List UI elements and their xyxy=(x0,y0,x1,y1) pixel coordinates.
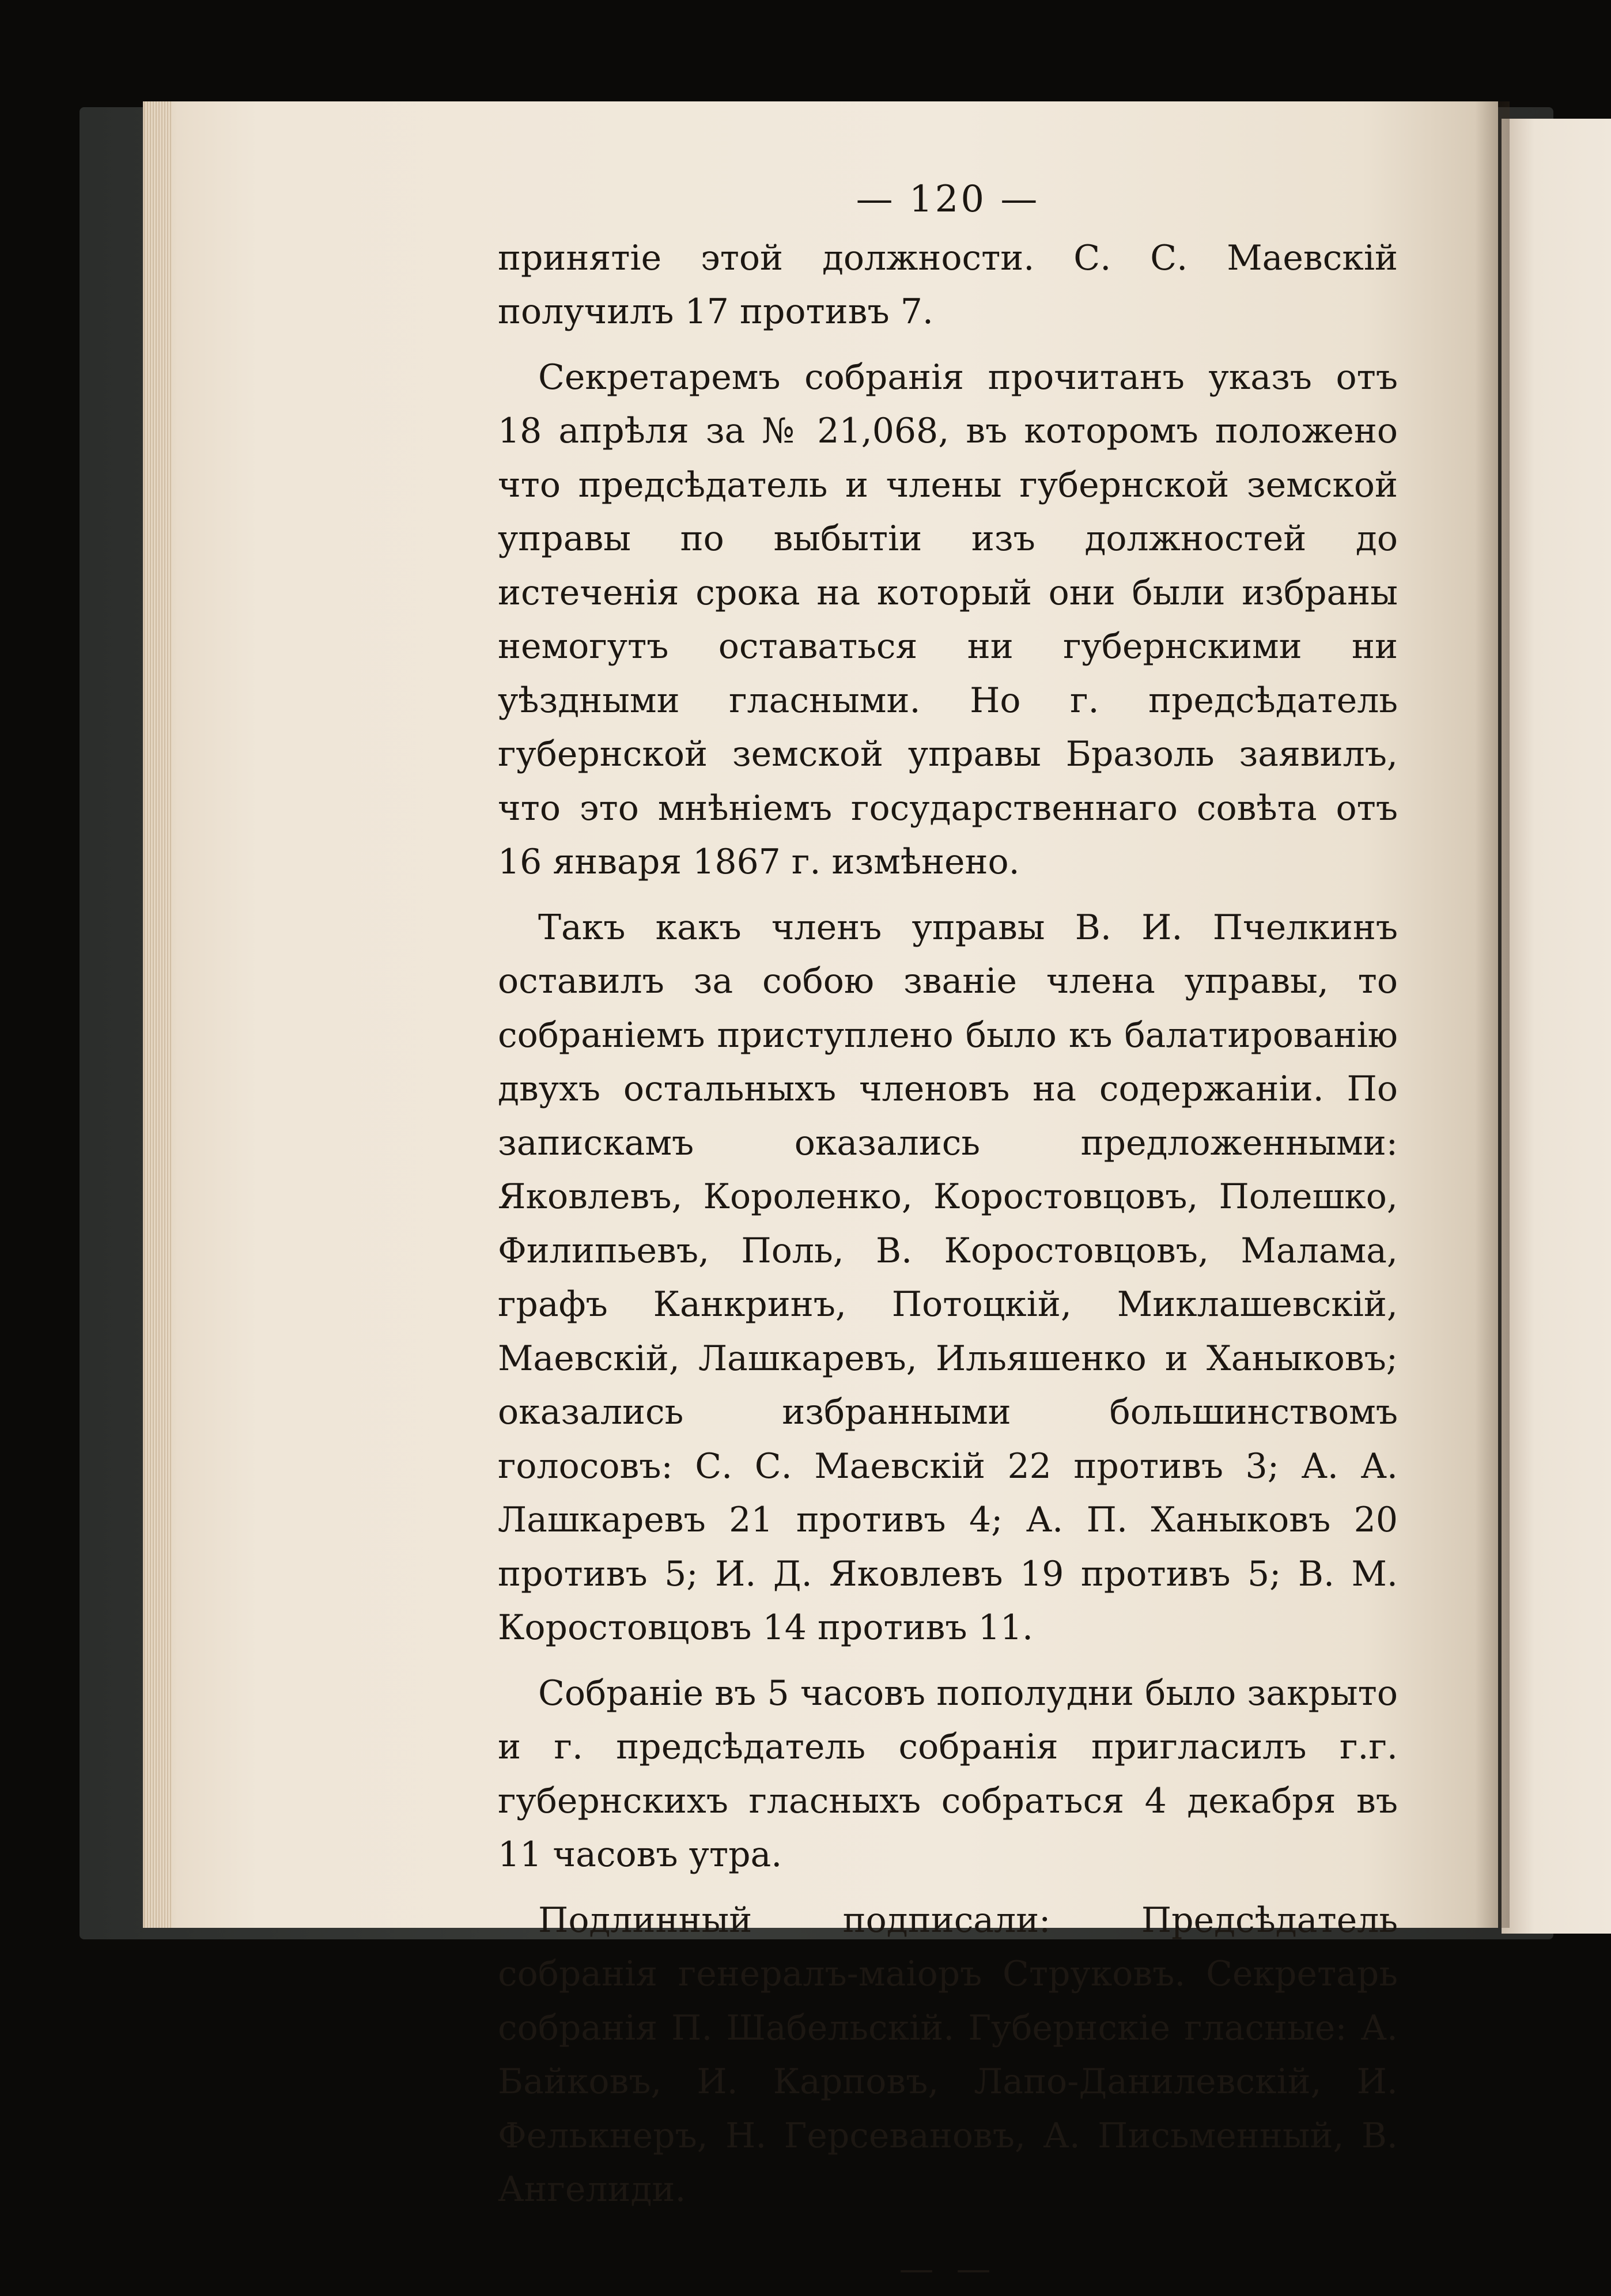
paragraph: принятіе этой должности. С. С. Маевскій получилъ 17 противъ 7. xyxy=(498,232,1398,339)
page-footer-mark: — — xyxy=(498,2242,1398,2296)
paragraph: Секретаремъ собранія прочитанъ указъ отъ 18 апрѣля за № 21,068, въ которомъ положено что предсѣдатель и члены губернской земской управы по выбытіи изъ должностей до истеченія срока на который они были избраны немогутъ оставаться ни губернскими ни уѣздными гласными. Но г. предсѣдатель губернской земской управы Бразоль заявилъ, что это мнѣніемъ государственнаго совѣта отъ 16 января 1867 г. измѣнено. xyxy=(498,351,1398,890)
page-gutter-shadow xyxy=(1475,101,1510,1928)
facing-page-edge xyxy=(1502,119,1611,1934)
page-fore-edge xyxy=(144,101,172,1928)
page-text-block xyxy=(498,173,1398,2296)
signatures-paragraph: Подлинный подписали: Предсѣдатель собранія генералъ-маіоръ Струковъ. Секретарь собранія П. Шабельскій. Губернскіе гласные: А. Байковъ, И. Карповъ, Лапо-Данилевскій, И. Фелькнеръ, Н. Герсевановъ, А. Письменный, В. Ангелиди. xyxy=(498,1894,1398,2217)
paragraph: Собраніе въ 5 часовъ пополудни было закрыто и г. предсѣдатель собранія пригласилъ г.г. губернскихъ гласныхъ собраться 4 декабря въ 11 часовъ утра. xyxy=(498,1667,1398,1882)
page-number: — 120 — xyxy=(498,173,1398,227)
paragraph: Такъ какъ членъ управы В. И. Пчелкинъ оставилъ за собою званіе члена управы, то собраніемъ приступлено было къ балатированію двухъ остальныхъ членовъ на содержаніи. По запискамъ оказались предложенными: Яковлевъ, Короленко, Коростовцовъ, Полешко, Филипьевъ, Поль, В. Коростовцовъ, Малама, графъ Канкринъ, Потоцкій, Миклашевскій, Маевскій, Лашкаревъ, Ильяшенко и Ханыковъ; оказались избранными большинствомъ голосовъ: С. С. Маевскій 22 противъ 3; А. А. Лашкаревъ 21 противъ 4; А. П. Ханыковъ 20 противъ 5; И. Д. Яковлевъ 19 противъ 5; В. М. Коростовцовъ 14 противъ 11. xyxy=(498,901,1398,1655)
